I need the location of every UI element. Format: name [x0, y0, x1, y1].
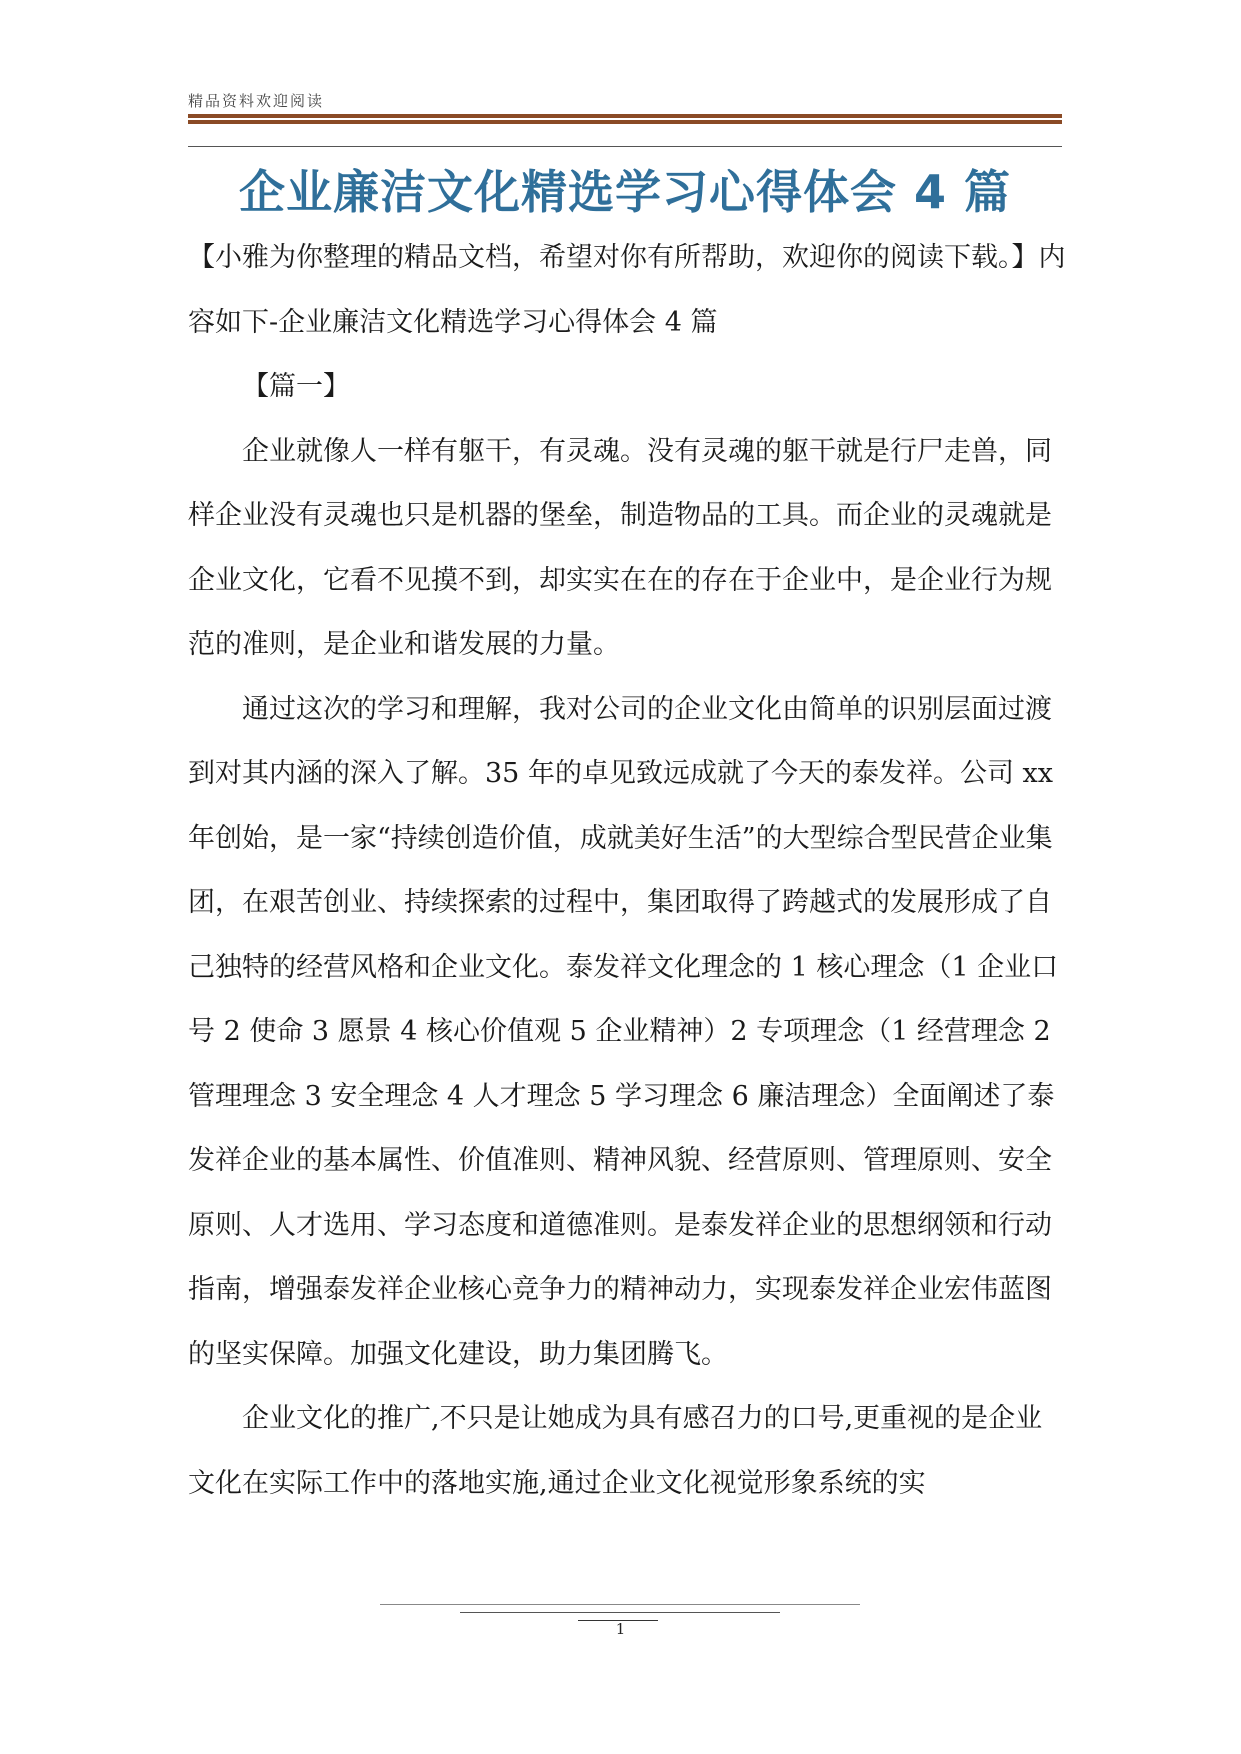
section-heading: 【篇一】: [242, 371, 350, 402]
body-paragraph: 企业文化的推广,不只是让她成为具有感召力的口号,更重视的是企业文化在实际工作中的落地实施,通过企业文化视觉形象系统的实: [188, 1403, 1043, 1499]
footer-rule: [380, 1604, 860, 1605]
document-title: 企业廉洁文化精选学习心得体会 4 篇: [238, 165, 1012, 219]
body-paragraph: 通过这次的学习和理解，我对公司的企业文化由简单的识别层面过渡到对其内涵的深入了解。35 年的卓见致远成就了今天的泰发祥。公司 xx 年创始，是一家“持续创造价值，成就美好生活”的大型综合型民营企业集团，在艰苦创业、持续探索的过程中，集团取得了跨越式的发展形成了自己独特的经营风格和企业文化。泰发祥文化理念的 1 核心理念（1 企业口号 2 使命 3 愿景 4 核心价值观 5 企业精神）2 专项理念（1 经营理念 2 管理理念 3 安全理念 4 人才理念 5 学习理念 6 廉洁理念）全面阐述了泰发祥企业的基本属性、价值准则、精神风貌、经营原则、管理原则、安全原则、人才选用、学习态度和道德准则。是泰发祥企业的思想纲领和行动指南，增强泰发祥企业核心竞争力的精神动力，实现泰发祥企业宏伟蓝图的坚实保障。加强文化建设，助力集团腾飞。: [188, 693, 1059, 1370]
header-rule-middle: [188, 120, 1062, 124]
footer-rule: [460, 1612, 780, 1613]
header-rule-bottom: [188, 146, 1062, 147]
intro-paragraph: 【小雅为你整理的精品文档，希望对你有所帮助，欢迎你的阅读下载。】内容如下-企业廉洁文化精选学习心得体会 4 篇: [188, 242, 1066, 338]
page-header-text: 精品资料欢迎阅读: [188, 92, 325, 110]
document-body: [188, 226, 1068, 1516]
body-paragraph: 企业就像人一样有躯干，有灵魂。没有灵魂的躯干就是行尸走兽，同样企业没有灵魂也只是机器的堡垒，制造物品的工具。而企业的灵魂就是企业文化，它看不见摸不到，却实实在在的存在于企业中，是企业行为规范的准则，是企业和谐发展的力量。: [188, 435, 1052, 660]
header-rule-top: [188, 114, 1062, 118]
page-number: 1: [615, 1620, 626, 1638]
